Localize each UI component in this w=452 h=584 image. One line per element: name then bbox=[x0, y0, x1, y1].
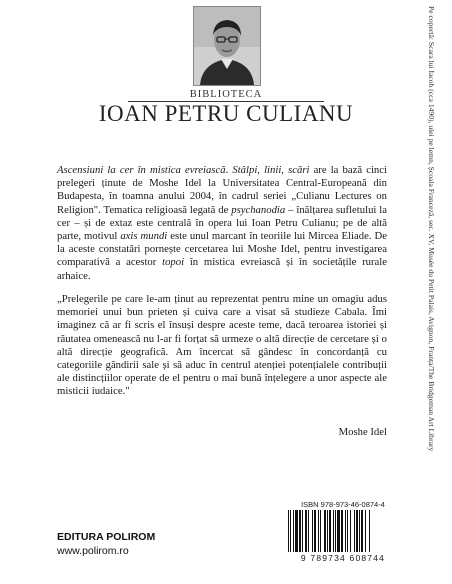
barcode-bar bbox=[329, 510, 331, 552]
barcode-bar bbox=[365, 510, 366, 552]
description-text-4: în mistica evreiască și în societățile rurale arhaice. bbox=[57, 256, 387, 282]
author-quote bbox=[57, 293, 387, 399]
term-psychanodia: psychanodia bbox=[231, 203, 286, 216]
barcode-number: 9 789734 608744 bbox=[300, 553, 386, 563]
barcode bbox=[286, 510, 400, 554]
barcode-bar bbox=[335, 510, 336, 552]
book-title-2: Stâlpi, linii, scări bbox=[232, 164, 310, 176]
barcode-bar bbox=[312, 510, 313, 552]
barcode-bar bbox=[347, 510, 348, 552]
barcode-bar bbox=[361, 510, 363, 552]
author-portrait-image bbox=[194, 7, 260, 85]
barcode-bar bbox=[333, 510, 334, 552]
barcode-bar bbox=[299, 510, 301, 552]
barcode-bar bbox=[305, 510, 307, 552]
book-title-1: Ascensiuni la cer în mistica evreiască bbox=[57, 164, 226, 176]
term-topoi: topoi bbox=[162, 256, 185, 269]
isbn-label: ISBN 978-973-46-0874-4 bbox=[301, 500, 385, 509]
barcode-bar bbox=[359, 510, 360, 552]
barcode-bar bbox=[341, 510, 343, 552]
quote-text: „Prelegerile pe care le-am ținut au reprezentat pentru mine un omagiu adus memoriei unui bun prieten și cuiva care a visat să studieze Cabala. Îmi imaginez că ar fi scris el însuși despre aceste teme, dacă teroarea istoriei și răutatea omenească nu l-ar fi forțat să urmeze o altă direcție de cercetare și o altă direcție geografică. Am încercat să gândesc în concordanță cu categoriile gândirii sale și să aduc în centrul atenției potențialele contribuții ale distincțiilor operate de el pentru o mai bună înțelegere a unor aspecte ale misticii iudaice." bbox=[57, 293, 387, 398]
quote-signature: Moshe Idel bbox=[338, 426, 387, 438]
barcode-bar bbox=[350, 510, 351, 552]
description-text-2: – înălțarea sufletului la cer – și de extaz este centrală în opera lui Ioan Petru Culianu; pe de altă parte, motivul bbox=[57, 203, 387, 243]
barcode-bar bbox=[337, 510, 340, 552]
barcode-bar bbox=[302, 510, 303, 552]
barcode-bar bbox=[314, 510, 316, 552]
barcode-bar bbox=[318, 510, 319, 552]
barcode-bar bbox=[320, 510, 321, 552]
barcode-bar bbox=[345, 510, 346, 552]
description-text-3: este unul marcant în teoriile lui Mircea Eliade. De la aceste constatări pornește cercetarea lui Moshe Idel, pentru investigarea comparativă a acestor bbox=[57, 230, 387, 269]
barcode-bar bbox=[354, 510, 355, 552]
barcode-bar bbox=[369, 510, 370, 552]
author-name: IOAN PETRU CULIANU bbox=[98, 101, 354, 126]
barcode-bar bbox=[308, 510, 309, 552]
publisher-name: EDITURA POLIROM bbox=[57, 531, 156, 543]
barcode-bar bbox=[356, 510, 358, 552]
barcode-bar bbox=[327, 510, 328, 552]
barcode-bar bbox=[324, 510, 326, 552]
author-portrait bbox=[193, 6, 261, 86]
description-text-1: are la bază cinci prelegeri ținute de Moshe Idel la Universitatea Central-Europeană din Budapesta, în toamna anului 2004, în cadrul seriei „Culianu Lectures on Religion". Tematica religioasă legată de bbox=[57, 164, 387, 216]
barcode-bar bbox=[288, 510, 289, 552]
book-description bbox=[57, 164, 387, 283]
title-separator: . bbox=[225, 164, 233, 176]
barcode-bar bbox=[293, 510, 294, 552]
publisher-website: www.polirom.ro bbox=[57, 545, 129, 557]
barcode-bar bbox=[295, 510, 298, 552]
cover-credit: Pe copertă: Scara lui Iacob (cca 1490), ulei pe lemn, Școala Franceză, sec. XV, Musée du Petit Palais, Avignon, Franța/The Bridgeman Art Library bbox=[427, 6, 436, 452]
barcode-bar bbox=[290, 510, 291, 552]
term-axis-mundi: axis mundi bbox=[120, 230, 168, 243]
series-label: BIBLIOTECA bbox=[189, 89, 263, 100]
